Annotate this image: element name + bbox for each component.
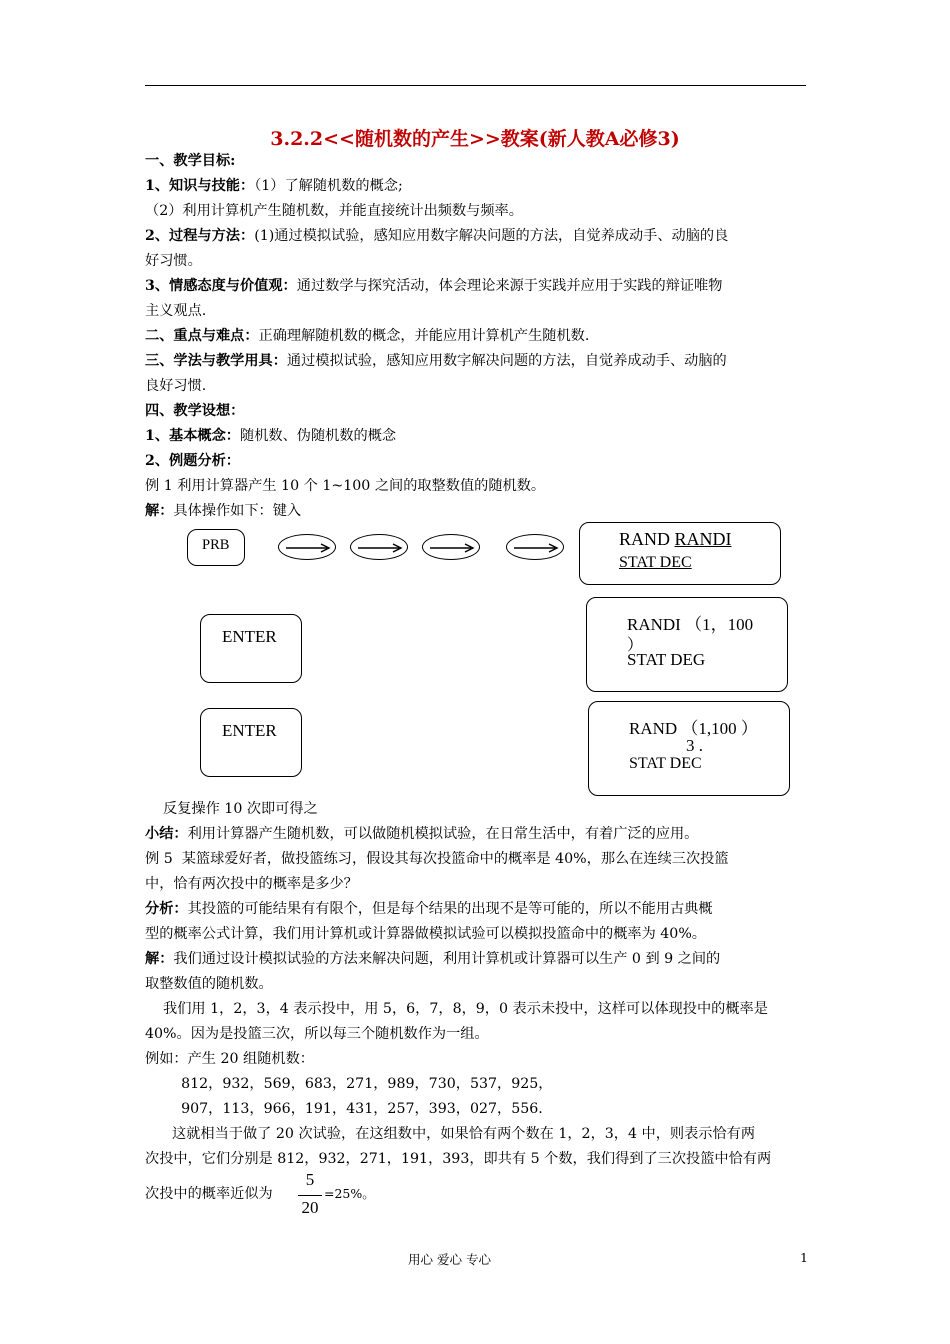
line-text: 812，932，569，683，271，989，730，537，925， xyxy=(145,1076,553,1092)
fraction-bar xyxy=(298,1195,322,1196)
text-line xyxy=(145,1149,771,1169)
bold-label: 解： xyxy=(145,951,174,967)
line-text: 反复操作 10 次即可得之 xyxy=(145,801,318,817)
screen-1-line-1: RAND RANDI xyxy=(619,529,732,549)
line-text: 我们用 1，2，3，4 表示投中，用 5，6，7，8，9，0 表示未投中，这样可以体现投中的概率是 xyxy=(145,1001,768,1017)
text-line xyxy=(145,501,301,521)
text-line xyxy=(145,874,358,894)
line-text: 良好习惯. xyxy=(145,378,207,394)
line-text: 次投中，它们分别是 812，932，271，191，393，即共有 5 个数，我们得到了三次投篮中恰有两 xyxy=(145,1151,772,1167)
calculator-screen-3 xyxy=(588,701,790,796)
screen-2-line-2: ） xyxy=(627,637,644,654)
text-line xyxy=(145,1124,755,1144)
text-line xyxy=(145,1074,552,1094)
screen-3-line-3: STAT DEC xyxy=(629,755,702,772)
screen-3-line-2: 3 . xyxy=(686,736,703,755)
line-text: (1)通过模拟试验，感知应用数字解决问题的方法，自觉养成动手、动脑的良 xyxy=(254,228,729,244)
prb-key xyxy=(187,529,245,566)
bold-label: 小结： xyxy=(145,826,188,842)
line-text: 通过数学与探究活动，体会理论来源于实践并应用于实践的辩证唯物 xyxy=(296,278,723,294)
text-line xyxy=(145,849,729,869)
line-text: 随机数、伪随机数的概念 xyxy=(240,428,397,444)
line-text: 正确理解随机数的概念，并能应用计算机产生随机数. xyxy=(258,328,590,344)
text-line xyxy=(145,326,589,346)
text-line xyxy=(145,401,244,421)
fraction-denominator: 20 xyxy=(301,1198,319,1217)
screen-3-line-1: RAND （1,100 ） xyxy=(629,719,758,738)
bold-label: 一、教学目标: xyxy=(145,153,236,169)
text-line xyxy=(145,151,235,171)
text-line xyxy=(145,899,713,919)
enter-key-label: ENTER xyxy=(222,721,277,740)
page-number: 1 xyxy=(800,1250,808,1265)
line-text: 这就相当于做了 20 次试验，在这组数中，如果恰有两个数在 1，2，3，4 中，则表示恰有两 xyxy=(145,1126,756,1142)
arrow-key-icon xyxy=(350,534,408,560)
text-line xyxy=(145,376,206,396)
text-line xyxy=(145,451,240,471)
line-text: 我们通过设计模拟试验的方法来解决问题，利用计算机或计算器可以生产 0 到 9 之间的 xyxy=(173,951,721,967)
calculator-screen-2 xyxy=(586,597,788,692)
line-text: （1）了解随机数的概念; xyxy=(254,178,403,194)
text-line xyxy=(145,251,202,271)
bold-label: 解： xyxy=(145,503,174,519)
text-line xyxy=(145,426,396,446)
bold-label: 2、过程与方法： xyxy=(145,228,255,244)
text-line xyxy=(145,201,523,221)
line-text: 取整数值的随机数。 xyxy=(145,976,273,992)
fraction-numerator: 5 xyxy=(305,1170,315,1189)
prb-key-label: PRB xyxy=(202,537,230,553)
bold-label: 分析： xyxy=(145,901,188,917)
text-line xyxy=(145,949,720,969)
line-text: 例如：产生 20 组随机数： xyxy=(145,1051,314,1067)
screen-2-line-3: STAT DEG xyxy=(627,650,706,669)
line-text: 40%。因为是投篮三次，所以每三个随机数作为一组。 xyxy=(145,1026,489,1042)
enter-key xyxy=(200,708,302,777)
line-text: 具体操作如下：键入 xyxy=(173,503,302,519)
text-line xyxy=(145,276,722,296)
line-text: 通过模拟试验，感知应用数字解决问题的方法，自觉养成动手、动脑的 xyxy=(286,353,727,369)
line-text: 907，113，966，191，431，257，393，027，556. xyxy=(145,1101,543,1117)
text-line xyxy=(145,974,273,994)
result-line: 次投中的概率近似为 xyxy=(145,1186,273,1202)
text-line xyxy=(145,924,706,944)
text-line xyxy=(145,999,768,1019)
arrow-key-icon xyxy=(506,534,564,560)
line-text: 中，恰有两次投中的概率是多少？ xyxy=(145,876,358,892)
footer-text: 用心 爱心 专心 xyxy=(408,1252,491,1267)
bold-label: 2、例题分析： xyxy=(145,453,240,469)
bold-label: 1、知识与技能： xyxy=(145,178,255,194)
line-text: 例 1 利用计算器产生 10 个 1~100 之间的取整数值的随机数。 xyxy=(145,478,546,494)
bold-label: 1、基本概念： xyxy=(145,428,240,444)
text-line xyxy=(145,301,206,321)
line-text: 利用计算器产生随机数，可以做随机模拟试验，在日常生活中，有着广泛的应用。 xyxy=(187,826,699,842)
bold-label: 三、学法与教学用具： xyxy=(145,353,287,369)
line-text: 好习惯。 xyxy=(145,253,202,269)
result-value: =25%。 xyxy=(324,1186,375,1201)
line-text: 其投篮的可能结果有有限个，但是每个结果的出现不是等可能的，所以不能用古典概 xyxy=(187,901,713,917)
enter-key-label: ENTER xyxy=(222,627,277,646)
text-line xyxy=(145,824,698,844)
text-line xyxy=(145,1099,543,1119)
text-line xyxy=(145,176,403,196)
text-line xyxy=(145,226,728,246)
enter-key xyxy=(200,614,302,683)
text-line xyxy=(145,799,318,819)
screen-2-line-1: RANDI （1，100 xyxy=(627,615,754,634)
line-text: 型的概率公式计算，我们用计算机或计算器做模拟试验可以模拟投篮命中的概率为 40%。 xyxy=(145,926,706,942)
header-rule xyxy=(145,85,806,86)
text-line xyxy=(145,351,727,371)
calculator-screen-1 xyxy=(579,522,781,585)
line-text: 主义观点. xyxy=(145,303,207,319)
line-text: （2）利用计算机产生随机数，并能直接统计出频数与频率。 xyxy=(145,203,523,219)
arrow-key-icon xyxy=(278,534,336,560)
text-line xyxy=(145,476,545,496)
bold-label: 四、教学设想： xyxy=(145,403,245,419)
text-line xyxy=(145,1024,489,1044)
screen-1-line-2: STAT DEC xyxy=(619,554,692,571)
text-line xyxy=(145,1049,314,1069)
document-title: 3.2.2<<随机数的产生>>教案(新人教A必修3) xyxy=(270,128,680,150)
arrow-key-icon xyxy=(422,534,480,560)
bold-label: 二、重点与难点： xyxy=(145,328,259,344)
line-text: 例 5 某篮球爱好者，做投篮练习，假设其每次投篮命中的概率是 40%，那么在连续三次投篮 xyxy=(145,851,729,867)
bold-label: 3、情感态度与价值观： xyxy=(145,278,297,294)
